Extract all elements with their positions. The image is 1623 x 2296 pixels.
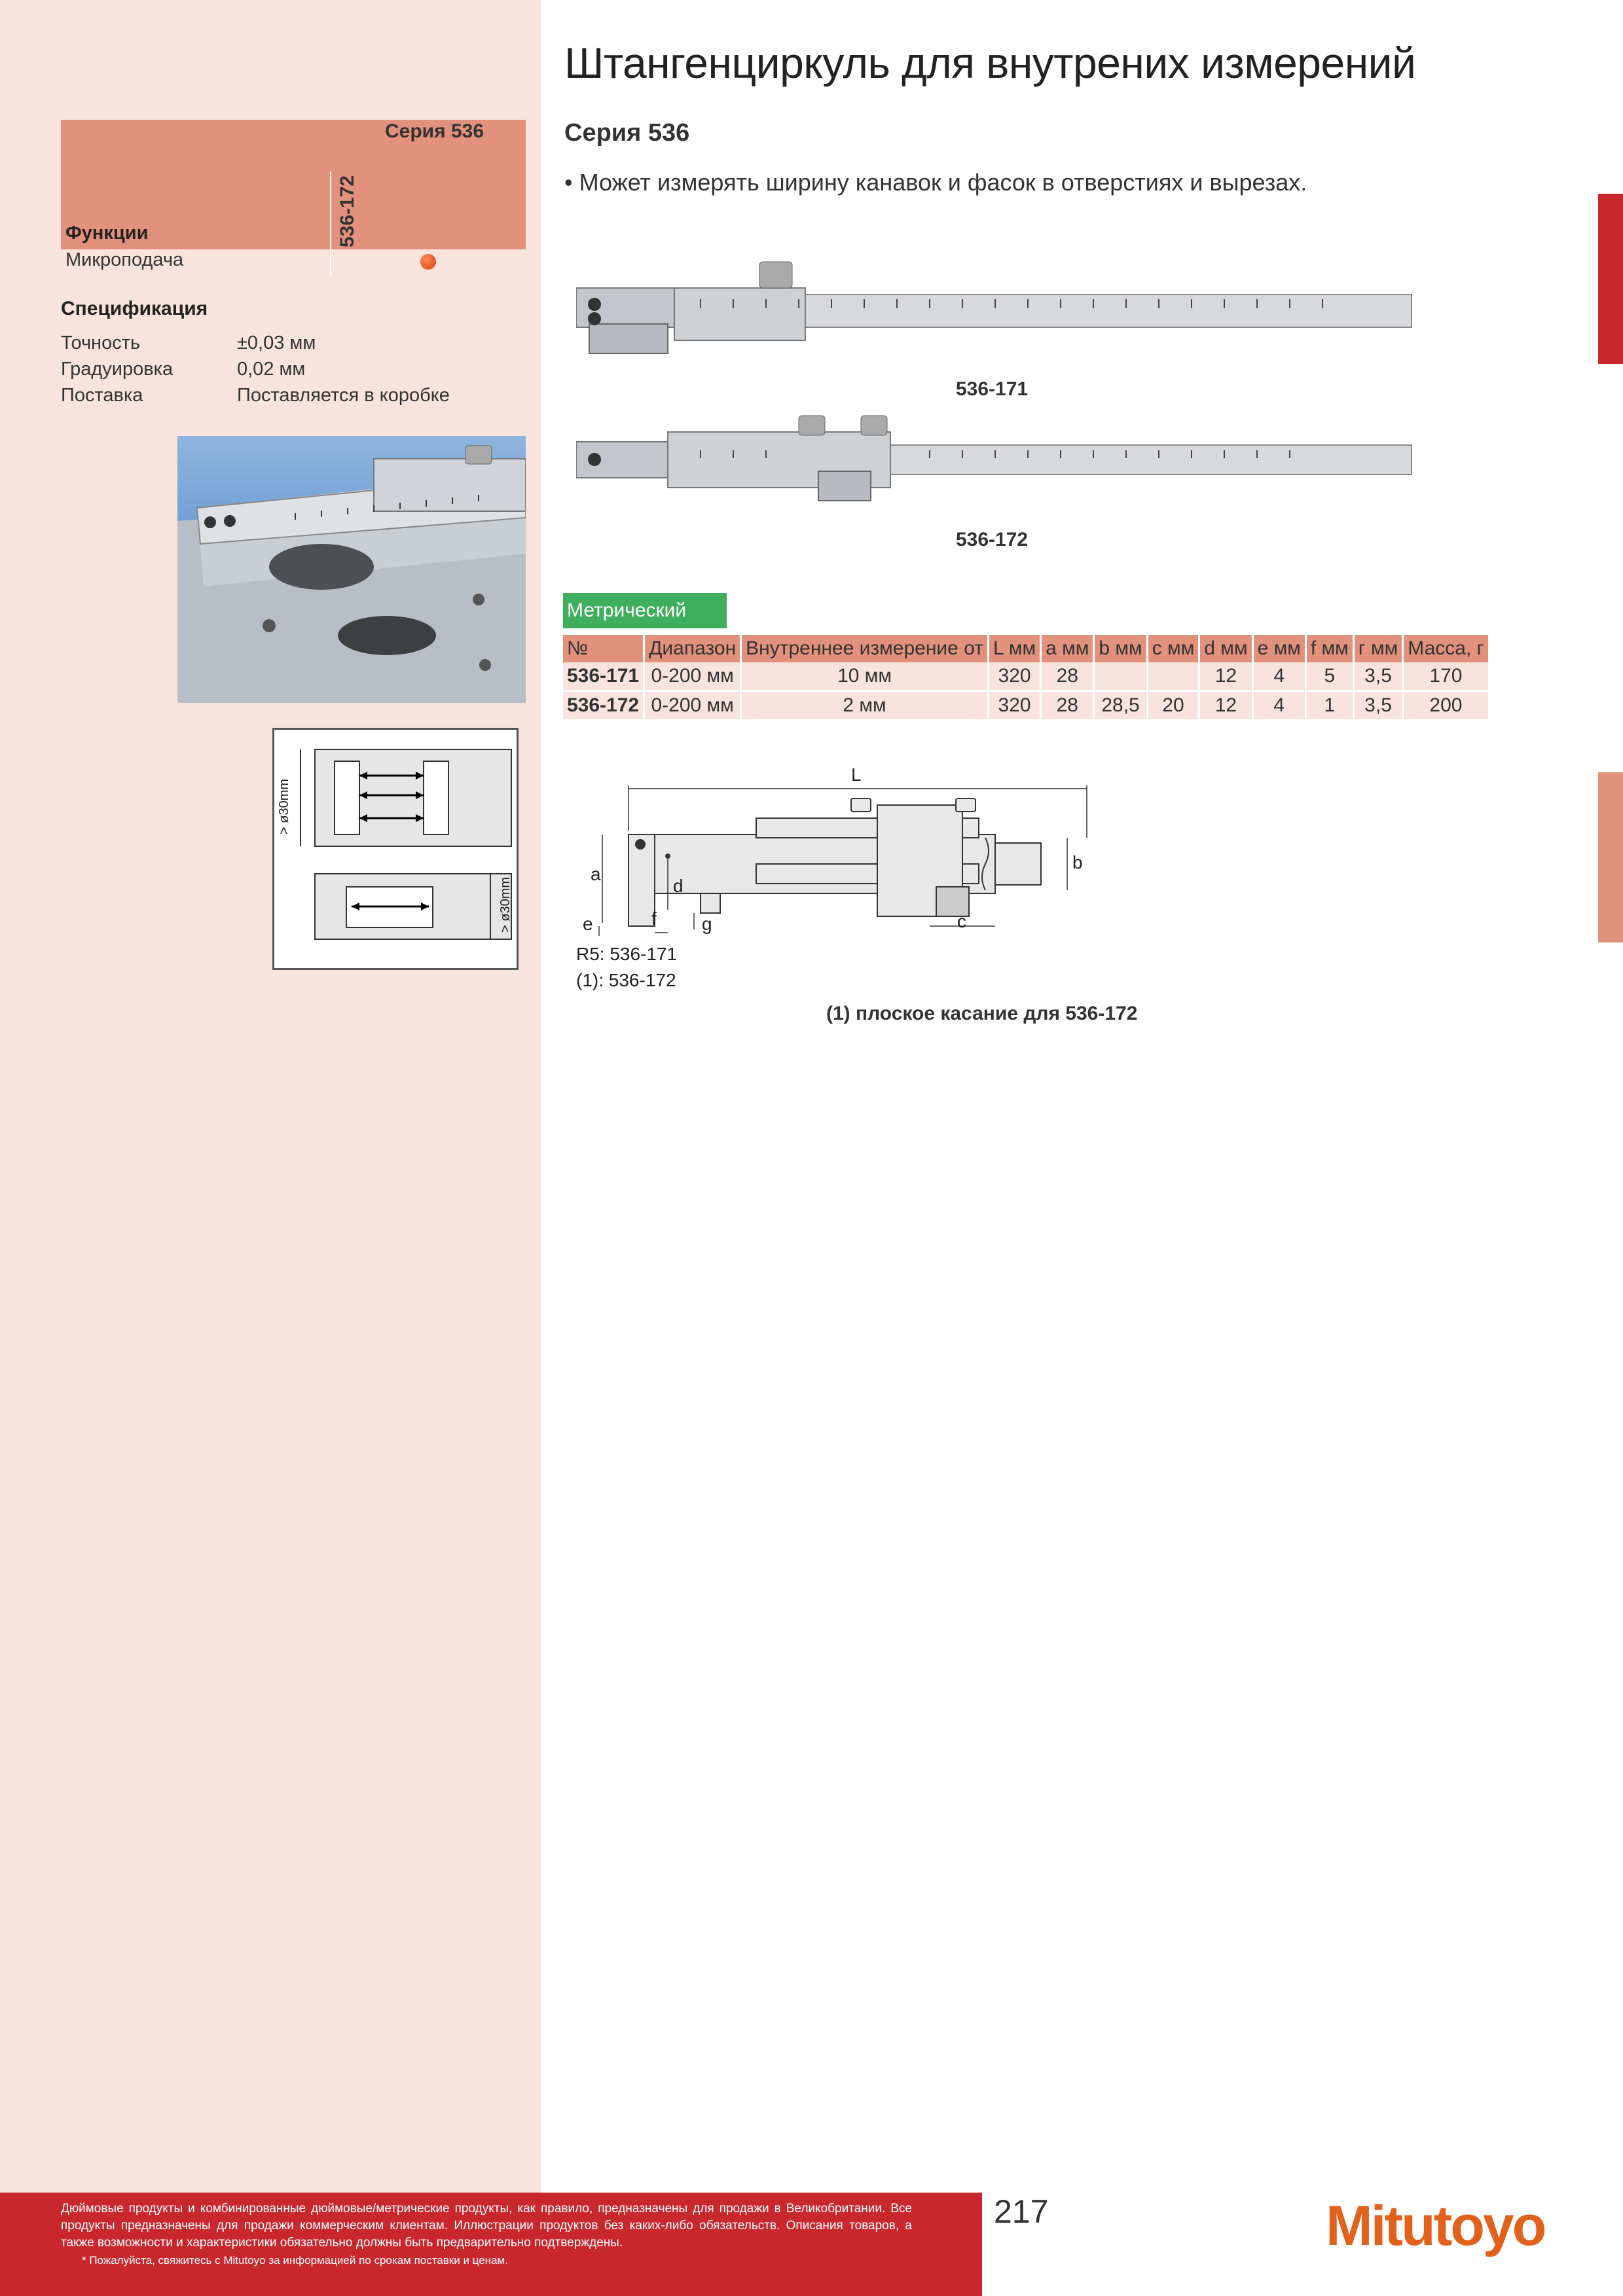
metric-tag: Метрический <box>563 593 727 628</box>
page-title: Штангенциркуль для внутрених измерений <box>564 39 1416 87</box>
table-cell: 28 <box>1041 691 1094 720</box>
usage-photo <box>177 436 526 703</box>
table-cell: 28 <box>1041 662 1094 691</box>
table-cell: 320 <box>988 662 1040 691</box>
footer-disclaimer: Дюймовые продукты и комбинированные дюймовые/метрические продукты, как правило, предназначены для продажи в Великобритании. Все продукты предназначены для продажи коммерческим клиентам. Иллюстрации продуктов без каких-либо обязательств. Описания товаров, а также возможности и характеристики обязательно должны быть предварительно подтверждены. <box>61 2202 912 2250</box>
dim-note: R5: 536-171 <box>576 944 678 964</box>
product-image-536-172 <box>576 406 1414 511</box>
dimension-drawing-svg <box>563 759 1120 1001</box>
features-row-microfeed: Микроподача <box>65 249 184 270</box>
table-cell: 536-172 <box>563 691 644 720</box>
dim-label-f: f <box>651 908 657 929</box>
table-header: d мм <box>1199 635 1252 662</box>
table-cell: 10 мм <box>741 662 989 691</box>
table-row <box>563 662 1489 691</box>
table-header: г мм <box>1353 635 1403 662</box>
product-caption: 536-172 <box>956 529 1029 550</box>
left-sidebar <box>0 0 541 2193</box>
dim-label-c: c <box>957 911 966 931</box>
diagram-label-top: > ø30mm <box>277 778 291 834</box>
footer-note: * Пожалуйста, свяжитесь с Mitutoyo за информацией по срокам поставки и ценам. <box>82 2254 508 2267</box>
usage-photo-drawing <box>177 436 526 703</box>
table-cell: 200 <box>1403 691 1489 720</box>
table-cell: 320 <box>988 691 1040 720</box>
measurement-diagram-drawing <box>274 730 517 968</box>
diagram-label-bottom: > ø30mm <box>498 876 513 933</box>
table-header: b мм <box>1094 635 1147 662</box>
product-image-536-171-drawing <box>576 259 1414 363</box>
features-model: 536-172 <box>337 175 358 247</box>
table-cell: 0-200 мм <box>644 662 741 691</box>
feature-bullet: • Может измерять ширину канавок и фасок в отверстиях и вырезах. <box>564 169 1307 196</box>
table-header: f мм <box>1305 635 1353 662</box>
series-heading: Серия 536 <box>564 119 690 147</box>
features-label: Функции <box>65 223 149 243</box>
table-cell: 12 <box>1199 691 1252 720</box>
features-divider <box>330 171 331 276</box>
edge-tab-mid <box>1598 772 1623 942</box>
table-header: L мм <box>988 635 1040 662</box>
table-cell: 4 <box>1252 662 1305 691</box>
edge-tab-top <box>1598 194 1623 364</box>
table-header: Масса, г <box>1403 635 1489 662</box>
dim-label-L: L <box>851 764 862 785</box>
table-header: Внутреннее измерение от <box>741 635 989 662</box>
features-model-cell <box>334 171 360 250</box>
table-cell: 4 <box>1252 691 1305 720</box>
table-cell: 2 мм <box>741 691 989 720</box>
dim-label-a: a <box>591 864 601 884</box>
dim-label-b: b <box>1072 852 1083 872</box>
spec-value: ±0,03 мм <box>237 332 316 353</box>
table-header: Диапазон <box>644 635 741 662</box>
table-cell <box>1147 662 1199 691</box>
product-image-536-172-drawing <box>576 406 1414 511</box>
dim-note: (1): 536-172 <box>576 970 676 990</box>
dim-label-g: g <box>702 914 712 934</box>
table-cell: 170 <box>1403 662 1489 691</box>
spec-heading: Спецификация <box>61 298 208 319</box>
table-cell: 0-200 мм <box>644 691 741 720</box>
table-cell: 28,5 <box>1094 691 1147 720</box>
dimension-drawing <box>563 759 1120 1001</box>
table-header: с мм <box>1147 635 1199 662</box>
table-header: е мм <box>1252 635 1305 662</box>
mitutoyo-logo: Mitutoyo <box>1326 2195 1545 2257</box>
table-cell: 3,5 <box>1353 662 1403 691</box>
spec-key: Точность <box>61 332 141 353</box>
spec-table <box>563 635 1490 719</box>
spec-value: 0,02 мм <box>237 359 306 380</box>
product-image-536-171 <box>576 259 1414 363</box>
spec-value: Поставляется в коробке <box>237 385 450 406</box>
table-cell: 536-171 <box>563 662 644 691</box>
page-number: 217 <box>994 2193 1049 2230</box>
dimension-caption: (1) плоское касание для 536-172 <box>826 1003 1138 1024</box>
table-cell: 3,5 <box>1353 691 1403 720</box>
table-header: а мм <box>1041 635 1094 662</box>
spec-key: Поставка <box>61 385 143 406</box>
features-series-label: Серия 536 <box>385 120 484 142</box>
feature-available-dot-icon <box>420 254 436 270</box>
table-cell <box>1094 662 1147 691</box>
table-row <box>563 691 1489 720</box>
spec-key: Градуировка <box>61 359 173 380</box>
table-cell: 1 <box>1305 691 1353 720</box>
table-cell: 20 <box>1147 691 1199 720</box>
table-cell: 5 <box>1305 662 1353 691</box>
measurement-diagram <box>272 728 519 970</box>
table-cell: 12 <box>1199 662 1252 691</box>
dim-label-e: e <box>583 914 593 934</box>
dim-label-d: d <box>673 876 684 896</box>
table-header-row <box>563 635 1489 662</box>
product-caption: 536-171 <box>956 378 1029 400</box>
table-header: № <box>563 635 644 662</box>
